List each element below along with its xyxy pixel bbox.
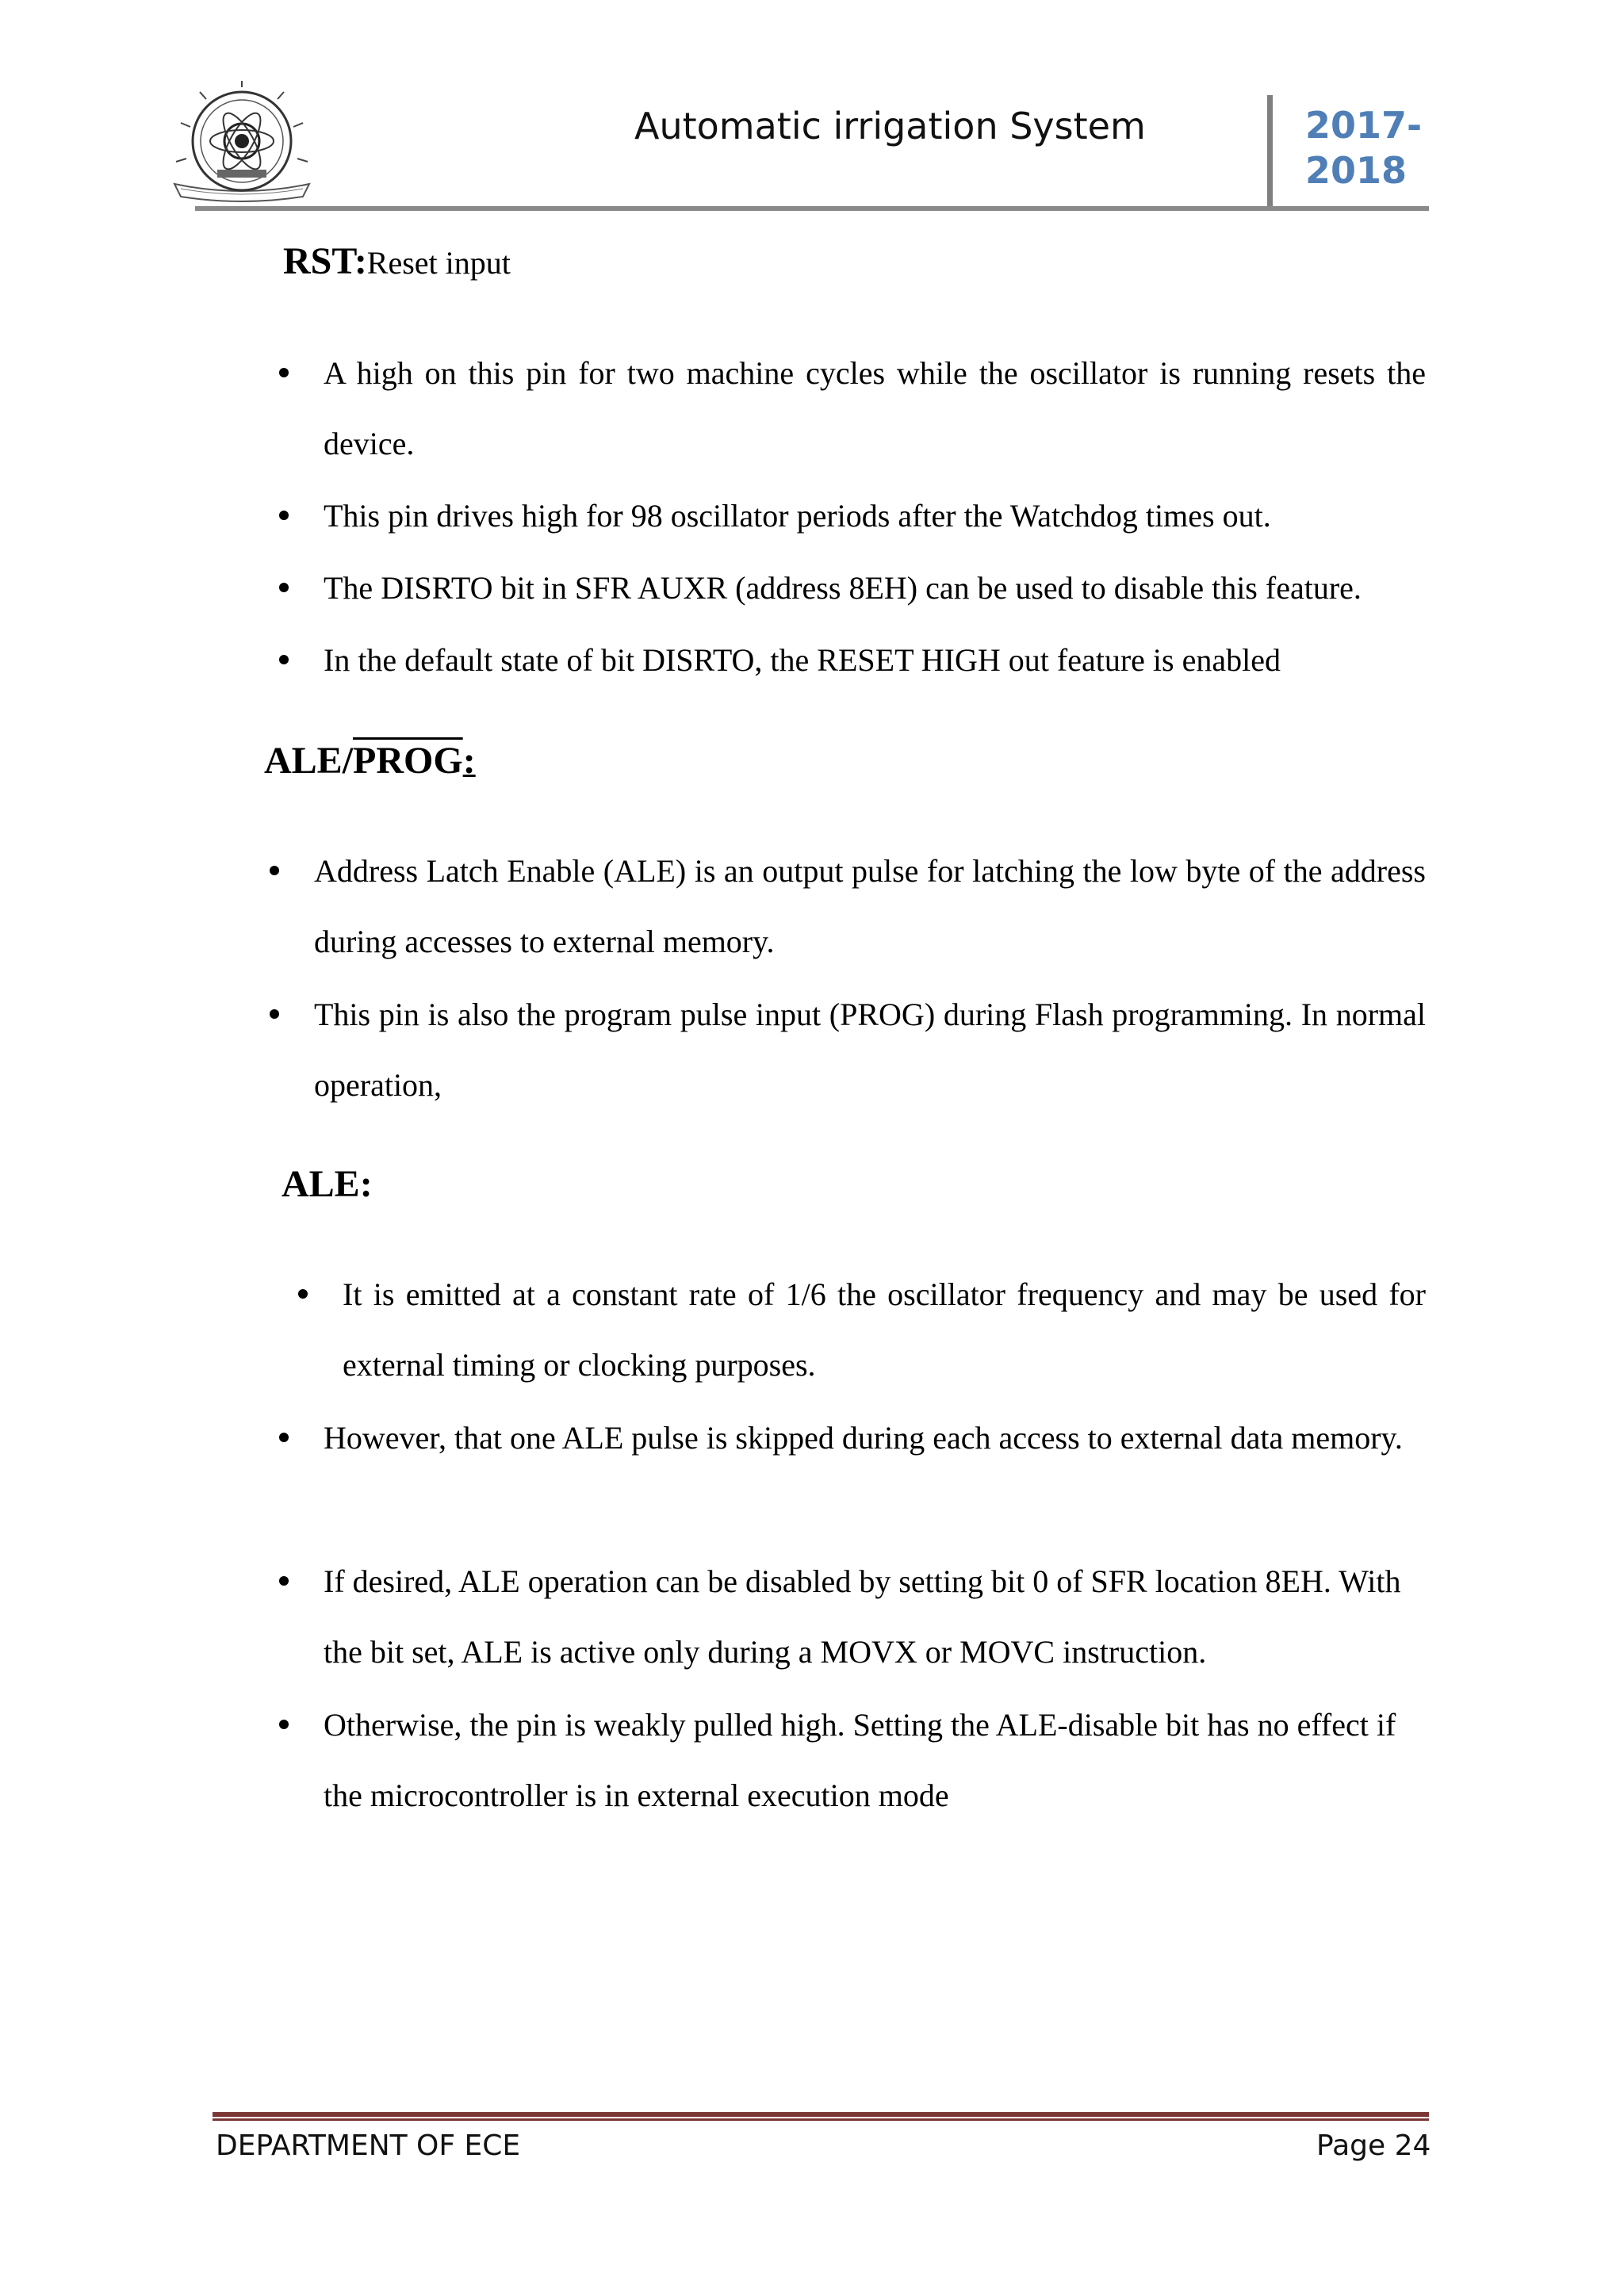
bullet-icon (298, 1289, 308, 1299)
list-item-text: A high on this pin for two machine cycles while the oscillator is running resets the device. (324, 355, 1426, 461)
ale-prog-heading-prefix: ALE/ (264, 740, 354, 782)
list-item-text: However, that one ALE pulse is skipped during each access to external data memory. (324, 1420, 1403, 1456)
rst-heading (283, 239, 511, 283)
bullet-icon (279, 655, 289, 664)
rst-heading-label: RST: (283, 240, 367, 282)
list-item (314, 979, 1426, 1120)
header-divider (1267, 95, 1273, 208)
list-item (324, 553, 1426, 623)
ale-prog-heading-colon: : (462, 740, 476, 782)
list-item (324, 480, 1426, 551)
rst-subheading: Reset input (366, 245, 511, 281)
bullet-icon (279, 1720, 289, 1729)
list-item-text: If desired, ALE operation can be disabled by setting bit 0 of SFR location 8EH. With the bit set, ALE is active only during a MOVX or MOVC instruction. (324, 1563, 1401, 1670)
bullet-icon (270, 866, 279, 875)
list-item-text: Otherwise, the pin is weakly pulled high. Setting the ALE-disable bit has no effect if the microcontroller is in external execution mode (324, 1707, 1396, 1813)
list-item (314, 836, 1426, 977)
footer-rule (213, 2112, 1429, 2117)
footer-rule-thin (213, 2118, 1429, 2121)
college-emblem-icon (159, 79, 325, 206)
header-rule (195, 206, 1429, 211)
footer-department: DEPARTMENT OF ECE (216, 2130, 521, 2162)
list-item (343, 1259, 1426, 1400)
prog-overline-label: PROG (353, 740, 463, 782)
ale-prog-heading (264, 739, 476, 783)
list-item (324, 338, 1426, 479)
page-number: Page 24 (1316, 2130, 1431, 2162)
ale-heading: ALE: (282, 1163, 373, 1205)
list-item (324, 625, 1426, 695)
document-title: Automatic irrigation System (634, 105, 1146, 147)
academic-year-end: 2018 (1305, 149, 1408, 192)
bullet-icon (279, 511, 289, 520)
list-item-text: It is emitted at a constant rate of 1/6 the oscillator frequency and may be used for external timing or clocking purposes. (343, 1276, 1426, 1383)
bullet-icon (270, 1009, 279, 1019)
list-item-text: This pin is also the program pulse input (PROG) during Flash programming. In normal operation, (314, 997, 1426, 1103)
list-item-text: Address Latch Enable (ALE) is an output pulse for latching the low byte of the address during accesses to external memory. (314, 853, 1426, 959)
academic-year (1305, 103, 1464, 193)
list-item-text: The DISRTO bit in SFR AUXR (address 8EH) can be used to disable this feature. (324, 570, 1362, 606)
list-item-text: This pin drives high for 98 oscillator periods after the Watchdog times out. (324, 498, 1271, 534)
list-item (324, 1402, 1426, 1473)
bullet-icon (279, 368, 289, 377)
academic-year-start: 2017- (1305, 104, 1423, 147)
bullet-icon (279, 1433, 289, 1442)
list-item (324, 1546, 1426, 1687)
bullet-icon (279, 1576, 289, 1586)
bullet-icon (279, 583, 289, 592)
list-item-text: In the default state of bit DISRTO, the RESET HIGH out feature is enabled (324, 642, 1281, 678)
list-item (324, 1689, 1426, 1831)
